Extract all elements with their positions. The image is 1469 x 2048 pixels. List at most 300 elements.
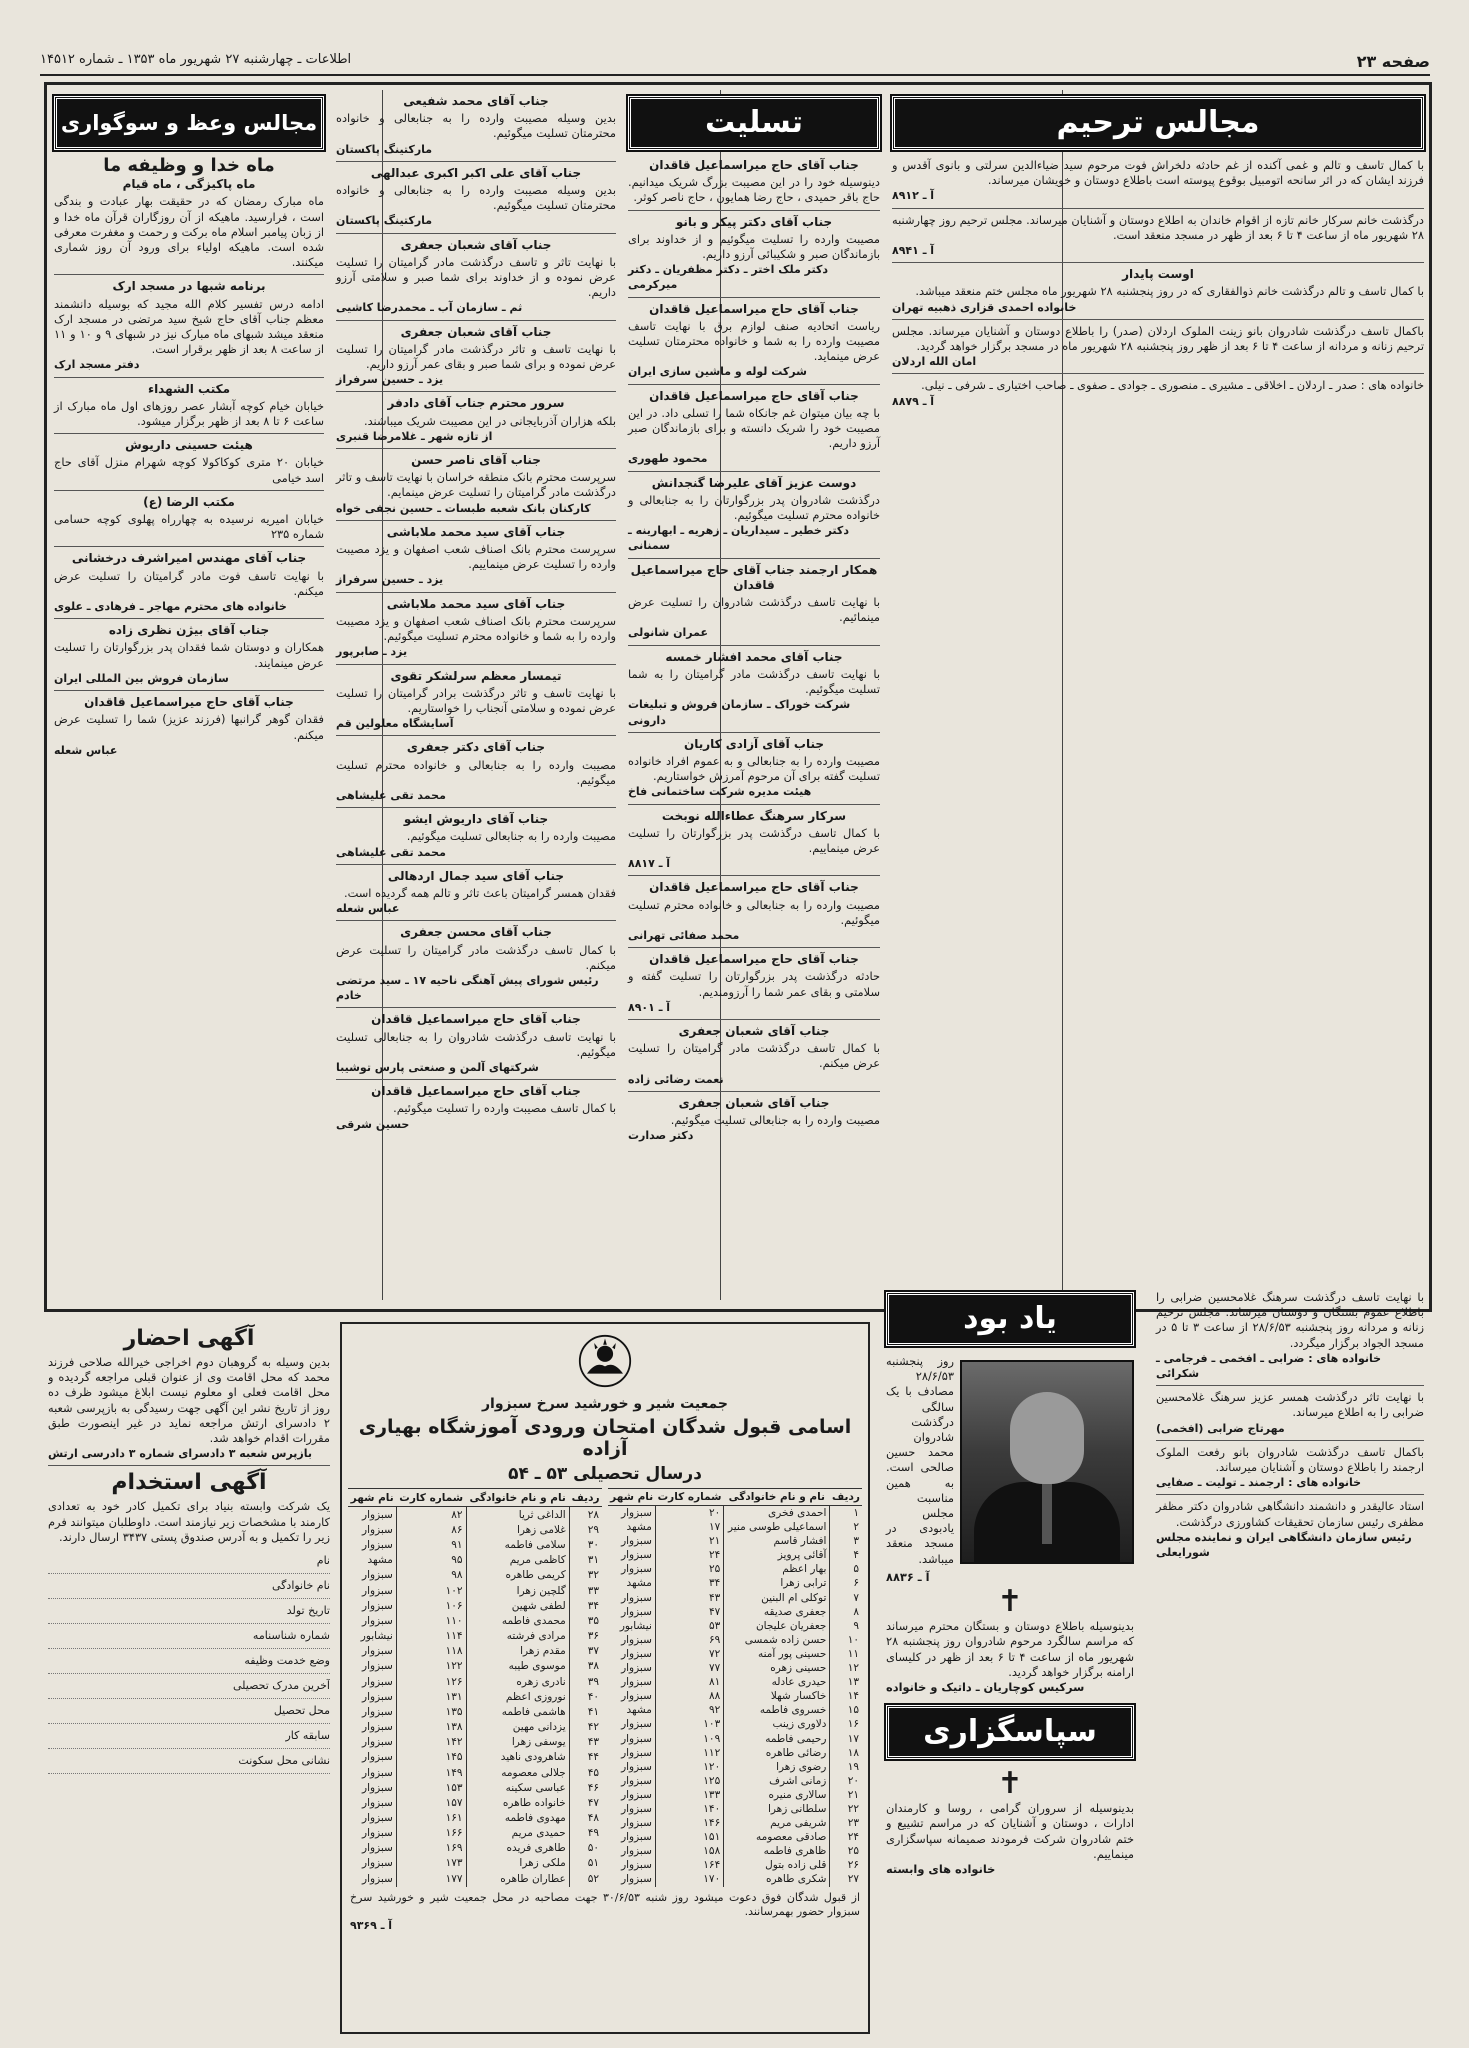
table-cell: ۲۰ — [655, 1506, 723, 1521]
table-row — [348, 1795, 602, 1810]
table-cell: ۱۲۰ — [655, 1760, 723, 1774]
results-header: نام شهر — [608, 1489, 655, 1506]
employment-notice — [48, 1499, 330, 1545]
portrait-face — [1010, 1392, 1084, 1484]
divider — [54, 274, 324, 275]
table-cell: صادقی معصومه — [724, 1830, 830, 1844]
notice-sign: آ ـ ۸۹۴۱ — [892, 244, 935, 258]
page-header — [40, 52, 1430, 76]
notice — [336, 166, 616, 229]
table-cell: ۳۶ — [569, 1629, 602, 1644]
table-cell: سبزوار — [362, 1751, 393, 1764]
notice-title: هیئت حسینی داریوش — [125, 438, 253, 453]
thanks-body: بدینوسیله از سروران گرامی ، روسا و کارمندان ادارات ، دوستان و آشنایان که در مراسم تشییع و ختم شادروان شرکت فرمودند صمیمانه سپاسگزاری مینماییم. — [886, 1801, 1134, 1861]
notice — [628, 389, 880, 467]
results-footer-text: از قبول شدگان فوق دعوت میشود روز شنبه ۳۰/۶/۵۳ جهت مصاحبه در محل جمعیت شیر و خورشید سرخ سبزوار حضور بهمرسانند. — [350, 1890, 860, 1918]
results-header: شماره کارت — [396, 1489, 466, 1507]
table-row — [608, 1661, 862, 1675]
ad-box — [54, 551, 324, 614]
notice — [892, 158, 1424, 204]
notice — [628, 952, 880, 1015]
divider — [54, 690, 324, 691]
notice-title: مکتب الرضا (ع) — [143, 494, 235, 509]
table-cell: سبزوار — [621, 1873, 652, 1886]
notice-body: با کمال تاسف و تالم درگذشت خانم ذوالفقاری که در روز پنجشنبه ۲۸ شهریور ماه مجلس ختم منعقد میباشد. — [915, 284, 1424, 299]
divider — [1156, 1385, 1424, 1386]
divider — [54, 618, 324, 619]
table-cell: سبزوار — [621, 1507, 652, 1519]
table-cell: ۱۲۲ — [396, 1659, 466, 1674]
table-cell: ۲۴ — [830, 1830, 862, 1844]
notice — [628, 737, 880, 800]
table-cell: ۳۴ — [569, 1598, 602, 1613]
table-row — [608, 1591, 862, 1605]
table-cell: سبزوار — [621, 1760, 652, 1773]
table-cell: حسن زاده شمسی — [724, 1633, 830, 1647]
ad-box — [54, 623, 324, 686]
table-cell: سبزوار — [362, 1599, 393, 1612]
results-footer — [342, 1887, 868, 1937]
memorial-column — [880, 1290, 1140, 2035]
table-row — [608, 1760, 862, 1774]
notice — [336, 597, 616, 660]
form-field-line: تاریخ تولد — [48, 1599, 330, 1624]
table-cell: سبزوار — [621, 1563, 652, 1576]
table-cell: سبزوار — [362, 1539, 393, 1552]
notice — [628, 158, 880, 206]
notice — [628, 302, 880, 380]
table-cell: رضائی طاهره — [724, 1746, 830, 1760]
table-cell: سبزوار — [362, 1569, 393, 1582]
table-cell: ۸۶ — [396, 1522, 466, 1537]
dateline: اطلاعات ـ چهارشنبه ۲۷ شهریور ماه ۱۳۵۳ ـ شماره ۱۴۵۱۲ — [40, 52, 352, 67]
form-field-line: نشانی محل سکونت — [48, 1749, 330, 1774]
table-cell: ۲۵ — [655, 1562, 723, 1576]
notice-body: بدین وسیله مصیبت وارده را به جنابعالی و خانواده محترمتان تسلیت میگوئیم. — [336, 111, 616, 141]
notice — [628, 809, 880, 872]
table-cell: سبزوار — [362, 1675, 393, 1688]
table-cell: ۱۳۵ — [396, 1704, 466, 1719]
notice-body: خیابان امیریه نرسیده به چهارراه پهلوی کوچه حسامی شماره ۲۳۵ — [54, 512, 324, 542]
divider — [628, 875, 880, 876]
ad-box — [54, 695, 324, 758]
table-row — [608, 1534, 862, 1548]
notice — [892, 213, 1424, 259]
table-cell: ۲۰ — [830, 1774, 862, 1788]
table-cell: ۷۷ — [655, 1661, 723, 1675]
notice-title: جناب آقای دکتر پیکر و بانو — [675, 214, 833, 229]
table-cell: ۱۴۲ — [396, 1735, 466, 1750]
notice-body: دینوسیله خود را در این مصیبت بزرگ شریک میدانیم. حاج باقر حمیدی ، حاج رضا همایون ، حاج ناصر کوثر. — [628, 175, 880, 205]
table-cell: ۱۷۳ — [396, 1856, 466, 1871]
table-cell: ۱۴ — [830, 1689, 862, 1703]
table-row — [348, 1750, 602, 1765]
table-cell: نیشابور — [619, 1619, 652, 1632]
table-cell: جلالی معصومه — [466, 1765, 569, 1780]
table-cell: ۱۶ — [830, 1717, 862, 1731]
table-row — [348, 1735, 602, 1750]
notice-sign: یزد ـ صابرپور — [336, 645, 408, 659]
notice-title: جناب آقای داریوش ایشو — [403, 812, 549, 827]
table-cell: ۳۷ — [569, 1644, 602, 1659]
table-cell: ۴۰ — [569, 1689, 602, 1704]
table-cell: ۲۷ — [830, 1872, 862, 1886]
table-cell: ۱۳۱ — [396, 1689, 466, 1704]
table-cell: ۱۳۸ — [396, 1720, 466, 1735]
table-cell: الداغی ثریا — [466, 1507, 569, 1523]
table-cell: سبزوار — [362, 1645, 393, 1658]
table-cell: حسینی پور آمنه — [724, 1647, 830, 1661]
divider — [336, 320, 616, 321]
table-cell: اسماعیلی طوسی منیر — [724, 1520, 830, 1534]
notice-body: خانواده های : صدر ـ اردلان ـ اخلاقی ـ مشیری ـ منصوری ـ جوادی ـ صفوی ـ صاحب اختیاری ـ شرفی ـ نیلی. — [921, 378, 1424, 393]
cross-icon: ✝ — [997, 1584, 1023, 1620]
notice-body: مصیبت وارده را به جنابعالی و خانواده محترم تسلیت میگوئیم. — [336, 757, 616, 787]
table-cell: ۷ — [830, 1591, 862, 1605]
table-row — [608, 1774, 862, 1788]
table-cell: ۴ — [830, 1548, 862, 1562]
table-cell: ۲ — [830, 1520, 862, 1534]
table-cell: سبزوار — [362, 1705, 393, 1718]
notice-title: جناب آقای شعبان جعفری — [400, 237, 552, 252]
table-cell: سبزوار — [621, 1845, 652, 1858]
table-cell: کاظمی مریم — [466, 1553, 569, 1568]
results-header: نام و نام خانوادگی — [466, 1489, 569, 1507]
table-cell: مشهد — [626, 1521, 652, 1534]
table-row — [608, 1675, 862, 1689]
divider — [892, 262, 1424, 263]
table-row — [348, 1629, 602, 1644]
table-cell: سبزوار — [362, 1690, 393, 1703]
notice-sign: هیئت مدیره شرکت ساختمانی فاخ — [628, 785, 812, 799]
table-cell: عباسی سکینه — [466, 1780, 569, 1795]
notice-sign: از تازه شهر ـ غلامرضا قنبری — [336, 429, 493, 443]
notice-title: جناب آقای دکتر جعفری — [406, 740, 546, 755]
sermon-article — [54, 177, 324, 270]
notice — [336, 94, 616, 157]
notice-body: بدین وسیله مصیبت وارده را به جنابعالی و خانواده محترمتان تسلیت میگوئیم. — [336, 183, 616, 213]
condolence-notices — [628, 158, 880, 1143]
table-row — [608, 1717, 862, 1731]
table-cell: ۱۱۰ — [396, 1613, 466, 1628]
table-cell: ۴۷ — [569, 1795, 602, 1810]
table-cell: ۳۴ — [655, 1576, 723, 1590]
banner-condolence: تسلیت — [628, 96, 880, 150]
portrait-tie — [1042, 1484, 1052, 1544]
table-cell: ۱۰۳ — [655, 1717, 723, 1731]
table-cell: ۱۷۷ — [396, 1871, 466, 1886]
table-cell: ۵۱ — [569, 1856, 602, 1871]
divider — [336, 520, 616, 521]
table-cell: مرادی فرشته — [466, 1629, 569, 1644]
table-cell: ۲۴ — [655, 1548, 723, 1562]
table-cell: ۱۱۸ — [396, 1644, 466, 1659]
divider — [336, 161, 616, 162]
form-field-line: شماره شناسنامه — [48, 1624, 330, 1649]
table-cell: احمدی فخری — [724, 1506, 830, 1521]
notice-sign: آ ـ ۸۸۱۷ — [628, 857, 671, 871]
table-cell: ظاهری فاطمه — [724, 1844, 830, 1858]
table-cell: لطفی شهین — [466, 1598, 569, 1613]
notice-body: ریاست اتحادیه صنف لوازم برق با نهایت تاسف مصیبت وارده را به شما و خانواده محترمتان تسلیت عرض مینماید. — [628, 318, 880, 364]
notice-sign: محمد تقی علیشاهی — [336, 788, 446, 802]
table-cell: ۸۲ — [396, 1507, 466, 1523]
notice — [892, 267, 1424, 315]
table-cell: ۵ — [830, 1562, 862, 1576]
table-cell: سبزوار — [621, 1746, 652, 1759]
divider — [336, 448, 616, 449]
divider — [336, 735, 616, 736]
employment-body: یک شرکت وابسته بنیاد برای تکمیل کادر خود به تعدادی کارمند با مشخصات زیر نیازمند است. داوطلبان میتوانند فرم زیر را تکمیل و به آدرس صندوق پستی ۳۴۳۷ ارسال دارند. — [48, 1499, 330, 1544]
table-cell: ۱۲۵ — [655, 1774, 723, 1788]
notice-sign: رئیس شورای پیش آهنگی ناحیه ۱۷ ـ سید مرتضی خادم — [336, 973, 599, 1003]
table-row — [348, 1780, 602, 1795]
table-cell: محمدی فاطمه — [466, 1613, 569, 1628]
notice-body: با نهایت تاسف درگذشت مادر گرامیتان را به شما تسلیت میگوئیم. — [628, 666, 880, 697]
notice-title: جناب آقای ناصر حسن — [411, 453, 541, 468]
notice — [336, 1012, 616, 1075]
table-cell: نوروزی اعظم — [466, 1689, 569, 1704]
notice-title: جناب آقای محسن جعفری — [400, 925, 552, 940]
notice-sign: نعمت رضائی زاده — [628, 1072, 724, 1086]
notice — [54, 382, 324, 430]
table-cell: سبزوار — [362, 1524, 393, 1537]
thanks-sign: خانواده های وابسته — [886, 1862, 996, 1877]
divider — [54, 433, 324, 434]
table-cell: ۸۸ — [655, 1689, 723, 1703]
table-row — [348, 1720, 602, 1735]
notice — [1156, 1499, 1424, 1560]
ad-sign: سازمان فروش بین المللی ایران — [54, 671, 229, 685]
portrait-photo — [960, 1360, 1134, 1564]
sermon-notices — [54, 279, 324, 542]
table-cell: دلاوری زینب — [724, 1717, 830, 1731]
notice-body: با کمال تاسف و تالم و غمی آکنده از غم حادثه دلخراش فوت مرحوم سید ضیاءالدین سرلتی و بانوی آقدس و فرزند ایشان که در اثر سانحه اتومبیل بوقوع پیوسته است باطلاع دوستان و خویشان میرساند. — [892, 158, 1424, 188]
table-cell: ۳۵ — [569, 1613, 602, 1628]
cross-icon: ✝ — [997, 1766, 1023, 1802]
notice-sign: شرکتهای آلمن و صنعتی پارس توشیبا — [336, 1060, 539, 1074]
table-row — [348, 1613, 602, 1628]
table-row — [348, 1507, 602, 1523]
table-cell: ۴۳ — [569, 1735, 602, 1750]
table-cell: ۱۰۹ — [655, 1732, 723, 1746]
notice-title: جناب آقای حاج میراسماعیل قاقدان — [371, 1012, 581, 1027]
page-number: صفحه ۲۳ — [1356, 52, 1430, 71]
divider — [336, 592, 616, 593]
table-cell: ۳۹ — [569, 1674, 602, 1689]
divider — [336, 864, 616, 865]
table-row — [608, 1746, 862, 1760]
notice-title: جناب آقای شعبان جعفری — [678, 1023, 830, 1038]
table-row — [608, 1548, 862, 1562]
table-cell: ۱۵ — [830, 1703, 862, 1717]
table-cell: ۱۲ — [830, 1661, 862, 1675]
notice-body: استاد عالیقدر و دانشمند دانشگاهی شادروان دکتر مظفر مظفری رئیس سازمان تحقیقات کشاورزی درگذشت. — [1156, 1499, 1424, 1529]
results-box — [340, 1322, 870, 2034]
table-cell: ۳۸ — [569, 1659, 602, 1674]
divider — [628, 297, 880, 298]
notice-sign: خانواده های : ارجمند ـ تولیت ـ صفایی — [1156, 1476, 1362, 1490]
table-cell: ۹۸ — [396, 1568, 466, 1583]
memorial-sign: آ ـ ۸۸۳۶ — [886, 1570, 930, 1584]
table-cell: ۸۱ — [655, 1675, 723, 1689]
table-row — [608, 1703, 862, 1717]
table-cell: سبزوار — [362, 1827, 393, 1840]
table-cell: ۹ — [830, 1619, 862, 1633]
table-cell: حیدری عادله — [724, 1675, 830, 1689]
notice-body: خیابان ۲۰ متری کوکاکولا کوچه شهرام منزل آقای حاج اسد خیامی — [54, 455, 324, 485]
notice-title: تیمسار معظم سرلشکر تقوی — [390, 668, 562, 683]
table-cell: ۶۹ — [655, 1633, 723, 1647]
employment-form — [48, 1549, 330, 1774]
table-cell: ۵۳ — [655, 1619, 723, 1633]
table-cell: ۳ — [830, 1534, 862, 1548]
notice — [336, 925, 616, 1003]
table-cell: توکلی ام البنین — [724, 1591, 830, 1605]
table-cell: سبزوار — [621, 1605, 652, 1618]
table-cell: مشهد — [626, 1577, 652, 1590]
right-notice-list — [1156, 1290, 1424, 1560]
notice-title: جناب آقای محمد شفیعی — [403, 94, 549, 108]
notice-title: جناب آقای علی اکبر اکبری عبدالهی — [370, 165, 582, 180]
notice-sign: خانواده احمدی قزاری ذهبیه تهران — [892, 300, 1077, 314]
ad-body: فقدان گوهر گرانبها (فرزند عزیز) شما را تسلیت عرض میکنم. — [54, 712, 324, 742]
table-cell: سبزوار — [362, 1614, 393, 1627]
condolence-notices-2 — [336, 94, 616, 1132]
table-cell: ۴۵ — [569, 1765, 602, 1780]
table-cell: ۴۸ — [569, 1810, 602, 1825]
divider — [628, 384, 880, 385]
notice-body: با نهایت تاسف درگذشت شادروان را تسلیت عرض مینمائیم. — [628, 595, 880, 625]
table-cell: ۱۱۴ — [396, 1629, 466, 1644]
ad-title: جناب آقای بیژن نظری زاده — [108, 623, 270, 638]
divider — [628, 645, 880, 646]
table-row — [608, 1562, 862, 1576]
notice-sign: کارکنان بانک شعبه طبسات ـ حسین نجفی خواه — [336, 501, 591, 515]
table-cell: شاهرودی ناهید — [466, 1750, 569, 1765]
table-row — [608, 1858, 862, 1872]
notice-body: مصیبت وارده را به جنابعالی و به عموم افراد خانواده تسلیت گفته برای آن مرحوم آمرزش خواستاریم. — [628, 753, 880, 784]
notice — [1156, 1390, 1424, 1436]
notice-body: با چه بیان میتوان غم جانکاه شما را تسلی داد. در این مصیبت خود را شریک دانسته و برای بازماندگان صبر آرزو داریم. — [628, 405, 880, 451]
notice-title: مکتب الشهداء — [147, 381, 231, 396]
table-cell: سبزوار — [621, 1690, 652, 1703]
table-cell: سبزوار — [362, 1660, 393, 1673]
notice-sign: آ ـ ۸۸۷۹ — [892, 394, 935, 408]
memorial-body: روز پنجشنبه ۲۸/۶/۵۳ مصادف با یک سالگی درگذشت شادروان محمد حسین صالحی است. به همین مناسبت مجلس یادبودی در مسجد منعقد میباشد. — [886, 1354, 954, 1566]
notice-title: سرکار سرهنگ عطاءالله نوبخت — [661, 808, 847, 823]
notice-sign: آ ـ ۸۹۱۲ — [892, 189, 935, 203]
notice-body: ادامه درس تفسیر کلام الله مجید که بوسیله دانشمند معظم جناب آقای حاج شیخ سید مرتضی در مسجد ارک منعقد میشد شبهای ماه مبارک نیز در شبهای ۹ و ۱۰ و ۱۱ از ساعت ۸ بعد از ظهر برقرار است. — [54, 296, 324, 357]
form-field-line: وضع خدمت وظیفه — [48, 1649, 330, 1674]
table-cell: سبزوار — [362, 1781, 393, 1794]
table-row — [348, 1871, 602, 1886]
notice-body: باکمال تاسف درگذشت شادروان بانو رفعت الملوک ارجمند را باطلاع دوستان و آشنایان میرساند. — [1156, 1444, 1424, 1475]
notice — [628, 563, 880, 641]
table-row — [608, 1506, 862, 1521]
results-header: شماره کارت — [655, 1489, 723, 1506]
table-cell: ۱۴۵ — [396, 1750, 466, 1765]
table-row — [608, 1647, 862, 1661]
table-row — [348, 1704, 602, 1719]
banner-thanks: سپاسگزاری — [886, 1705, 1134, 1759]
notice-sign: مارکتینگ پاکستان — [336, 214, 433, 228]
notice — [628, 476, 880, 554]
notice-body: با کمال تاسف مصیبت وارده را تسلیت میگوئیم. — [393, 1101, 616, 1116]
results-org: جمعیت شیر و خورشید سرخ سبزوار — [482, 1396, 728, 1412]
divider — [336, 664, 616, 665]
notice-sign: مارکتینگ پاکستان — [336, 142, 433, 156]
table-cell: ۱۴۹ — [396, 1765, 466, 1780]
notice-title: جناب آقای سید محمد ملاباشی — [386, 524, 566, 539]
form-field-line: محل تحصیل — [48, 1699, 330, 1724]
table-cell: سبزوار — [621, 1676, 652, 1689]
table-cell: سبزوار — [621, 1831, 652, 1844]
notice-body: با نهایت تاسف درگذشت سرهنگ غلامحسین ضرابی را باطلاع عموم بستگان و دوستان میرساند. مجلس ترحیم زنانه و مردانه روز پنجشنبه ۲۸/۶/۵۳ از ساعت ۳ تا ۵ در مسجد الجواد برگزار میگردد. — [1156, 1290, 1424, 1350]
notice-body: سرپرست محترم بانک منطقه خراسان با نهایت تاسف و تاثر درگذشت مادر گرامیتان را تسلیت عرض مینمایم. — [336, 470, 616, 500]
table-cell: جعفریان علیجان — [724, 1619, 830, 1633]
right-lower-notices — [1150, 1290, 1430, 2035]
results-header: ردیف — [830, 1489, 862, 1506]
table-cell: ۱۹ — [830, 1760, 862, 1774]
results-sign: آ ـ ۹۳۶۹ — [350, 1918, 393, 1932]
table-cell: ۱۱۲ — [655, 1746, 723, 1760]
table-cell: ۷۲ — [655, 1647, 723, 1661]
table-cell: سبزوار — [362, 1508, 393, 1521]
table-cell: ۱۵۱ — [655, 1830, 723, 1844]
table-cell: یوسفی زهرا — [466, 1735, 569, 1750]
divider — [48, 1465, 330, 1466]
divider — [336, 391, 616, 392]
table-row — [348, 1826, 602, 1841]
table-cell: ۱ — [830, 1506, 862, 1521]
notice-body: حادثه درگذشت پدر بزرگوارتان را تسلیت گفته و سلامتی و بقای عمر شما را آرزومندیم. — [628, 969, 880, 999]
table-cell: ۹۱ — [396, 1538, 466, 1553]
table-cell: ۱۷ — [655, 1520, 723, 1534]
summons-sign: بازپرس شعبه ۳ دادسرای شماره ۳ دادرسی ارتش — [48, 1447, 313, 1461]
employment-title: آگهی استخدام — [111, 1470, 267, 1496]
notice-title: جناب آقای سید محمد ملاباشی — [386, 596, 566, 611]
sermon-subheading: ماه پاکیزگی ، ماه قیام — [122, 177, 256, 192]
ad-title: جناب آقای مهندس امیراشرف درخشانی — [71, 551, 307, 566]
table-row — [348, 1568, 602, 1583]
table-row — [348, 1538, 602, 1553]
table-row — [608, 1816, 862, 1830]
table-cell: بهار اعظم — [724, 1562, 830, 1576]
table-cell: ۶ — [830, 1576, 862, 1590]
banner-mourning: مجالس ترحیم — [892, 96, 1424, 150]
column-condolence-2 — [330, 90, 622, 1308]
form-field-line: آخرین مدرک تحصیلی — [48, 1674, 330, 1699]
table-row — [348, 1856, 602, 1871]
notice-sign: شرکت خوراک ـ سازمان فروش و تبلیغات دارونی — [628, 698, 851, 727]
table-cell: حسینی زهره — [724, 1661, 830, 1675]
table-row — [348, 1553, 602, 1568]
ad-body: با نهایت تاسف فوت مادر گرامیتان را تسلیت عرض میکنم. — [54, 568, 324, 598]
table-cell: ۴۳ — [655, 1591, 723, 1605]
notice — [54, 279, 324, 372]
table-cell: ۴۹ — [569, 1826, 602, 1841]
table-cell: سالاری منیره — [724, 1788, 830, 1802]
notice-body: سرپرست محترم بانک اصناف شعب اصفهان و یزد مصیبت وارده را تسلیت عرض مینماییم. — [336, 542, 616, 572]
divider — [336, 807, 616, 808]
notice — [628, 880, 880, 943]
table-cell: سبزوار — [621, 1549, 652, 1562]
table-cell: ۱۲۶ — [396, 1674, 466, 1689]
table-cell: ۱۴۶ — [655, 1816, 723, 1830]
table-cell: ۱۵۷ — [396, 1795, 466, 1810]
results-tables — [342, 1488, 868, 1887]
